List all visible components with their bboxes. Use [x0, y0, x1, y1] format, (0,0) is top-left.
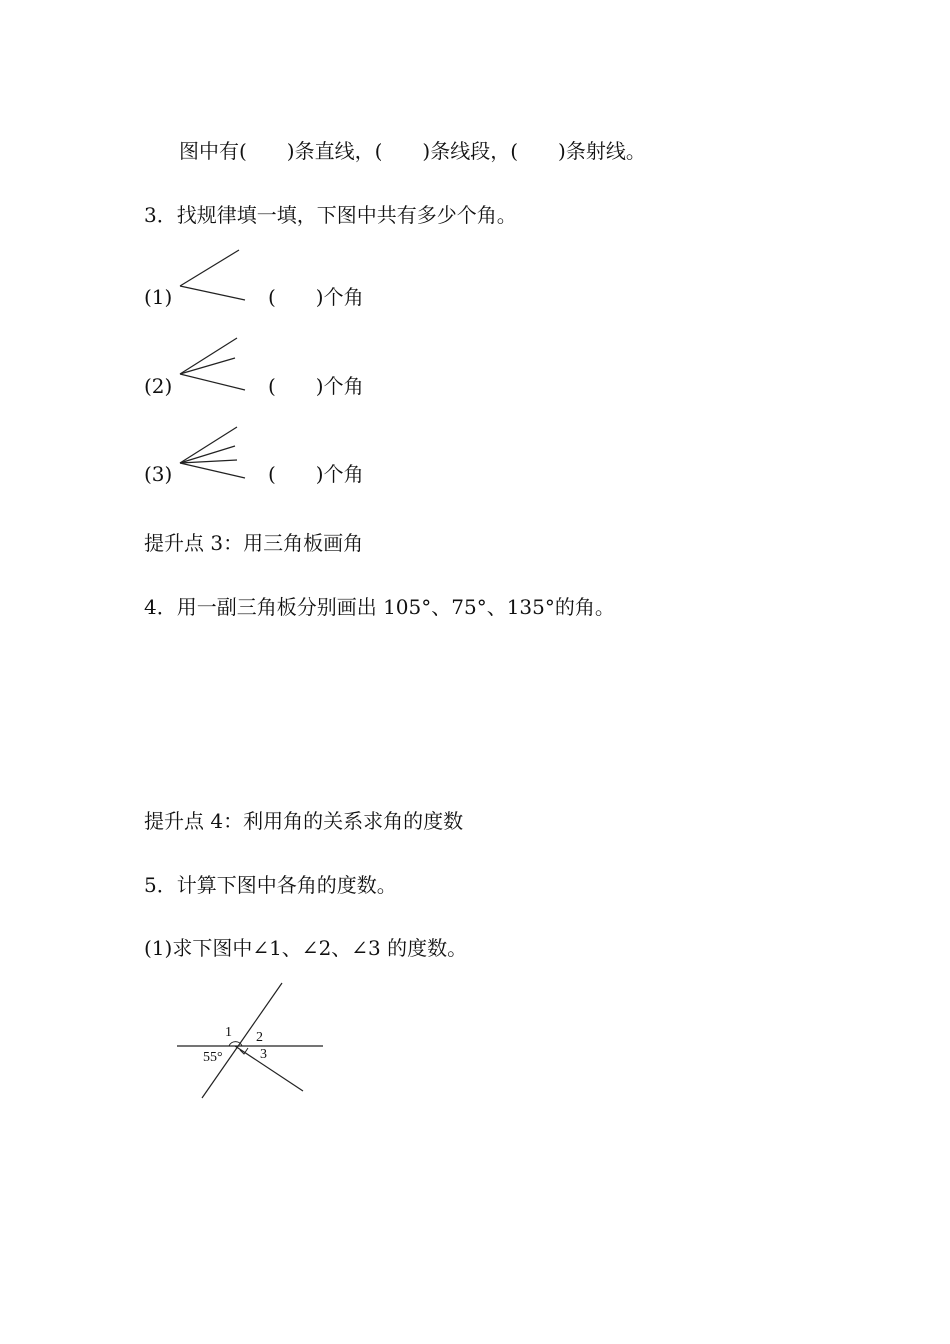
- ray: [180, 286, 245, 300]
- label-3: 3: [260, 1047, 267, 1062]
- q5-angle-figure: [170, 978, 330, 1103]
- q4-text: 4．用一副三角板分别画出 105°、75°、135°的角。: [144, 595, 615, 619]
- q3-item-1-label: (1): [144, 285, 173, 309]
- ray: [180, 427, 237, 463]
- ray: [180, 463, 245, 478]
- ray: [180, 374, 245, 390]
- q3-item-3-label: (3): [144, 462, 173, 486]
- label-1: 1: [225, 1025, 232, 1040]
- q3-figure-3: [175, 423, 255, 485]
- q2-answer-line: 图中有( )条直线，( )条线段，( )条射线。: [179, 139, 646, 163]
- label-2: 2: [256, 1030, 263, 1045]
- q3-item-3-answer: ( )个角: [268, 462, 364, 486]
- ray: [180, 358, 235, 374]
- ray: [180, 250, 239, 286]
- q3-figure-1: [175, 245, 255, 305]
- q3-item-1-answer: ( )个角: [268, 285, 364, 309]
- q5-title: 5．计算下图中各角的度数。: [144, 873, 397, 897]
- q3-item-2-label: (2): [144, 374, 173, 398]
- label-55: 55°: [203, 1050, 223, 1065]
- q3-figure-2: [175, 333, 255, 395]
- ray: [180, 338, 237, 374]
- point4-heading: 提升点 4：利用角的关系求角的度数: [144, 809, 464, 833]
- q3-item-2-answer: ( )个角: [268, 374, 364, 398]
- q3-title: 3．找规律填一填，下图中共有多少个角。: [144, 203, 517, 227]
- q5-sub1: (1)求下图中∠1、∠2、∠3 的度数。: [144, 936, 468, 960]
- point3-heading: 提升点 3：用三角板画角: [144, 531, 364, 555]
- slanted-line: [202, 983, 282, 1098]
